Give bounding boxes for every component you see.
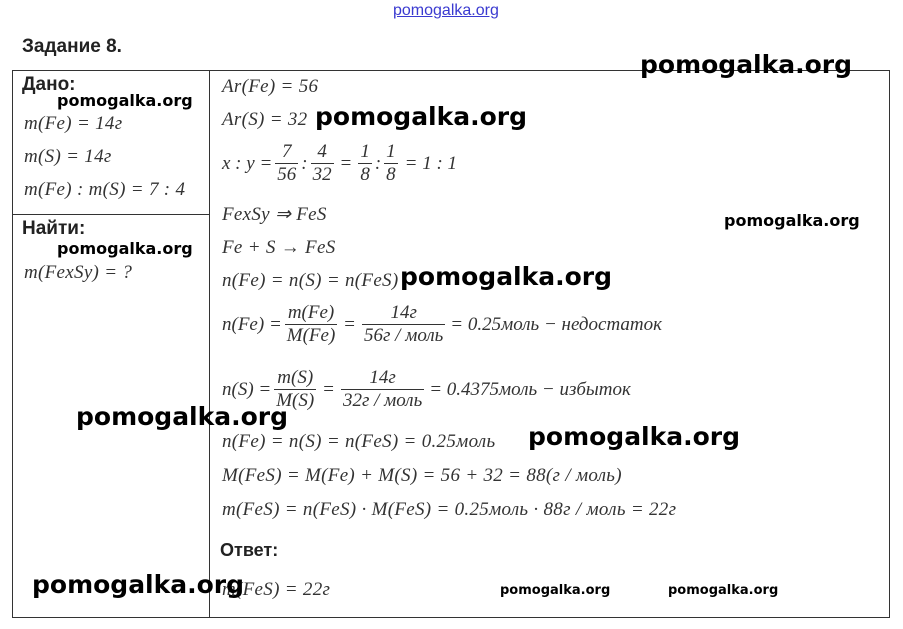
answer-line: m(FeS) = 22г — [222, 579, 331, 600]
watermark: pomogalka.org — [724, 211, 860, 230]
watermark: pomogalka.org — [57, 91, 193, 110]
ar-fe: Ar(Fe) = 56 — [222, 76, 319, 97]
watermark: pomogalka.org — [668, 583, 779, 598]
ratio-rhs: = 1 : 1 — [404, 152, 458, 174]
n-fe-frac-1: $\frac{m(Fe)}{M(Fe)}$ — [286, 302, 336, 346]
reaction-line: Fe + S → FeS — [222, 237, 336, 258]
answer-title: Ответ: — [220, 540, 279, 560]
watermark: pomogalka.org — [528, 422, 741, 451]
ratio-frac-b: $\frac{4}{32}$ — [312, 141, 332, 185]
task-title: Задание 8. — [22, 36, 122, 57]
molar-mass-line: M(FeS) = M(Fe) + M(S) = 56 + 32 = 88(г / моль) — [222, 465, 622, 486]
given-line-2: m(S) = 14г — [24, 146, 112, 167]
find-line: m(FexSy) = ? — [24, 262, 133, 283]
ratio-colon-2: : — [374, 152, 382, 174]
watermark: pomogalka.org — [315, 102, 528, 131]
n-result-line: n(Fe) = n(S) = n(FeS) = 0.25моль — [222, 431, 496, 452]
n-fe-frac-2: $\frac{14г}{\text{56г / моль}}$ — [364, 302, 444, 346]
ratio-eq: = — [340, 152, 352, 174]
watermark: pomogalka.org — [640, 50, 853, 79]
ratio-frac-a: $\frac{7}{56}$ — [277, 141, 297, 185]
n-fe-line: n(Fe) = $\frac{m(Fe)}{M(Fe)}$ = $\frac{14г}{\text{56г / моль}}$ = 0.25моль − недостаток — [222, 302, 663, 346]
column-divider — [209, 70, 210, 618]
site-link[interactable]: pomogalka.org — [393, 2, 499, 19]
ratio-colon-1: : — [301, 152, 308, 174]
ratio-lhs: x : y = — [222, 152, 273, 174]
given-line-1: m(Fe) = 14г — [24, 113, 123, 134]
moles-equality: n(Fe) = n(S) = n(FeS) — [222, 270, 399, 291]
watermark: pomogalka.org — [76, 402, 289, 431]
watermark: pomogalka.org — [500, 583, 611, 598]
watermark: pomogalka.org — [32, 570, 245, 599]
given-title: Дано: — [22, 74, 76, 95]
n-s-line: n(S) = $\frac{m(S)}{M(S)}$ = $\frac{14г}{\text{32г / моль}}$ = 0.4375моль − избыток — [222, 367, 631, 411]
formula-line: FexSy ⇒ FeS — [222, 204, 327, 225]
n-s-frac-1: $\frac{m(S)}{M(S)}$ — [276, 367, 315, 411]
ratio-frac-c: $\frac{1}{8}$ — [360, 141, 370, 185]
ar-s: Ar(S) = 32 — [222, 109, 308, 130]
mass-line: m(FeS) = n(FeS) · M(FeS) = 0.25моль · 88г / моль = 22г — [222, 499, 677, 520]
ratio-line — [222, 141, 457, 186]
find-title: Найти: — [22, 218, 86, 239]
given-line-3: m(Fe) : m(S) = 7 : 4 — [24, 179, 186, 200]
watermark: pomogalka.org — [57, 239, 193, 258]
ratio-frac-d: $\frac{1}{8}$ — [386, 141, 396, 185]
watermark: pomogalka.org — [400, 262, 613, 291]
row-divider — [12, 214, 210, 215]
n-s-frac-2: $\frac{14г}{\text{32г / моль}}$ — [342, 367, 423, 411]
